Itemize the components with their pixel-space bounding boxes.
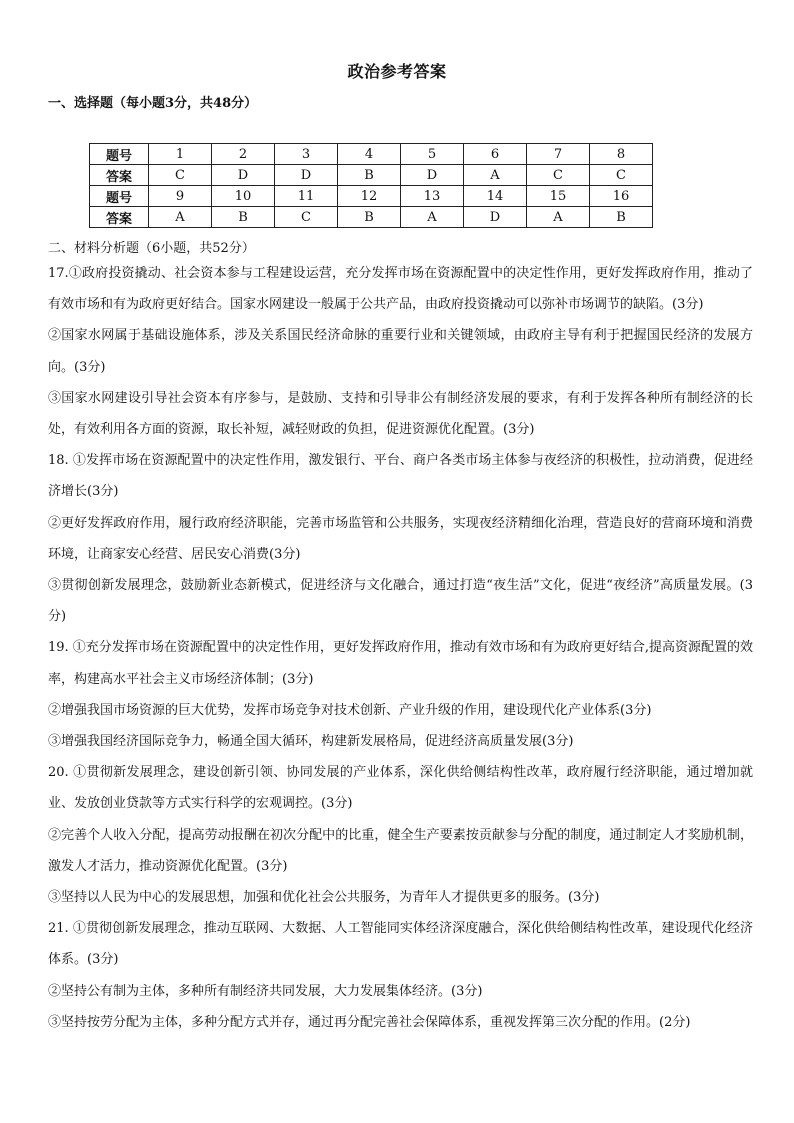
table-cell: 11 [275,186,338,207]
table-cell: 3 [275,144,338,165]
table-cell: B [212,207,275,228]
table-cell: D [401,165,464,186]
table-cell: 5 [401,144,464,165]
table-cell: B [590,207,653,228]
answer-paragraph: ③增强我国经济国际竞争力，畅通全国大循环，构建新发展格局，促进经济高质量发展(3分) [48,734,574,750]
table-cell: 2 [212,144,275,165]
section1-heading: 一、选择题（每小题3分，共48分） [48,96,258,111]
table-row-label: 答案 [90,207,149,228]
table-cell: C [149,165,212,186]
answers-content [48,258,753,1038]
table-cell: 15 [527,186,590,207]
table-cell: 13 [401,186,464,207]
answer-paragraph: ③坚持按劳分配为主体，多种分配方式并存，通过再分配完善社会保障体系，重视发挥第三次分配的作用。(2分) [48,1014,691,1030]
table-cell: 14 [464,186,527,207]
table-cell: A [401,207,464,228]
answer-paragraph: ③贯彻创新发展理念，鼓励新业态新模式，促进经济与文化融合，通过打造“夜生活”文化，促进“夜经济”高质量发展。(3分) [48,578,753,625]
table-cell: 8 [590,144,653,165]
table-row [90,165,653,186]
answer-paragraph: ②国家水网属于基础设施体系，涉及关系国民经济命脉的重要行业和关键领域，由政府主导有利于把握国民经济的发展方向。(3分) [48,328,753,375]
answer-table [89,143,653,228]
answer-paragraph: ②增强我国市场资源的巨大优势，发挥市场竞争对技术创新、产业升级的作用，建设现代化产业体系(3分) [48,702,652,718]
answer-paragraph: 17.①政府投资撬动、社会资本参与工程建设运营，充分发挥市场在资源配置中的决定性作用，更好发挥政府作用，推动了有效市场和有为政府更好结合。国家水网建设一般属于公共产品，由政府投资撬动可以弥补市场调节的缺陷。(3分) [48,266,753,313]
answer-paragraph: ③国家水网建设引导社会资本有序参与，是鼓励、支持和引导非公有制经济发展的要求，有利于发挥各种所有制经济的长处，有效利用各方面的资源，取长补短，减轻财政的负担，促进资源优化配置。(3分) [48,390,753,438]
answer-paragraph: 21. ①贯彻创新发展理念，推动互联网、大数据、人工智能同实体经济深度融合，深化供给侧结构性改革，建设现代化经济体系。(3分) [48,921,753,968]
table-row [90,144,653,165]
table-cell: 7 [527,144,590,165]
table-cell: 9 [149,186,212,207]
answer-paragraph: 19. ①充分发挥市场在资源配置中的决定性作用，更好发挥政府作用，推动有效市场和有为政府更好结合,提高资源配置的效率，构建高水平社会主义市场经济体制；(3分) [48,640,753,687]
table-row-label: 答案 [90,165,149,186]
table-row [90,186,653,207]
table-cell: C [275,207,338,228]
table-cell: 6 [464,144,527,165]
table-cell: B [338,207,401,228]
table-cell: 12 [338,186,401,207]
table-cell: A [527,207,590,228]
table-row-label: 题号 [90,144,149,165]
table-row [90,207,653,228]
table-cell: D [275,165,338,186]
table-cell: 16 [590,186,653,207]
table-cell: D [212,165,275,186]
table-row-label: 题号 [90,186,149,207]
section2-heading: 二、材料分析题（6小题，共52分） [48,241,255,256]
table-cell: A [149,207,212,228]
page-title: 政治参考答案 [347,62,447,81]
table-cell: C [590,165,653,186]
answer-paragraph: ③坚持以人民为中心的发展思想，加强和优化社会公共服务，为青年人才提供更多的服务。(3分) [48,890,600,906]
table-cell: B [338,165,401,186]
answer-paragraph: 20. ①贯彻新发展理念，建设创新引领、协同发展的产业体系，深化供给侧结构性改革，政府履行经济职能，通过增加就业、发放创业贷款等方式实行科学的宏观调控。(3分) [48,765,753,812]
answer-paragraph: ②完善个人收入分配，提高劳动报酬在初次分配中的比重，健全生产要素按贡献参与分配的制度，通过制定人才奖励机制，激发人才活力，推动资源优化配置。(3分) [48,827,753,874]
table-cell: 1 [149,144,212,165]
answer-paragraph: ②更好发挥政府作用，履行政府经济职能，完善市场监管和公共服务，实现夜经济精细化治理，营造良好的营商环境和消费环境，让商家安心经营、居民安心消费(3分) [48,515,753,562]
table-cell: 4 [338,144,401,165]
table-cell: C [527,165,590,186]
table-cell: 10 [212,186,275,207]
table-cell: D [464,207,527,228]
table-cell: A [464,165,527,186]
answer-paragraph: 18. ①发挥市场在资源配置中的决定性作用，激发银行、平台、商户各类市场主体参与夜经济的积极性，拉动消费，促进经济增长(3分) [48,453,753,500]
answer-paragraph: ②坚持公有制为主体，多种所有制经济共同发展，大力发展集体经济。(3分) [48,983,483,999]
